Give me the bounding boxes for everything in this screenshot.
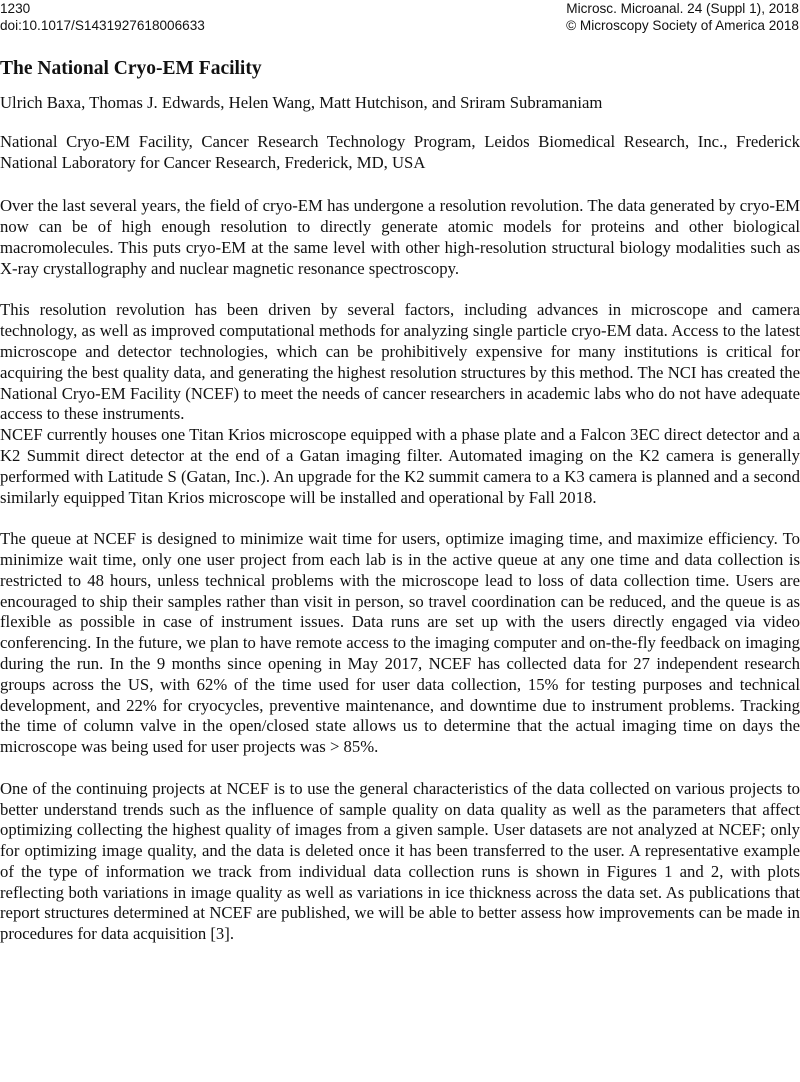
doi: doi:10.1017/S1431927618006633 — [0, 18, 205, 33]
header-left — [0, 0, 205, 34]
article-body — [0, 57, 800, 945]
paragraph-5: One of the continuing projects at NCEF is to use the general characteristics of the data collected on various projects to better understand trends such as the influence of sample quality on data quality as well as the parameters that affect optimizing collecting the highest quality of images from a given sample. User datasets are not analyzed at NCEF; only for optimizing image quality, and the data is deleted once it has been transferred to the user. A representative example of the type of information we track from individual data collection runs is shown in Figures 1 and 2, with plots reflecting both variations in image quality as well as variations in ice thickness across the data set. As publications that report structures determined at NCEF are published, we will be able to better assess how improvements can be made in procedures for data acquisition [3]. — [0, 778, 800, 944]
page-header — [0, 0, 800, 40]
journal-citation: Microsc. Microanal. 24 (Suppl 1), 2018 — [566, 1, 799, 16]
page-number: 1230 — [0, 1, 31, 16]
paragraph-4: The queue at NCEF is designed to minimize wait time for users, optimize imaging time, and maximize efficiency. To minimize wait time, only one user project from each lab is in the active queue at any one time and data collection is restricted to 48 hours, unless technical problems with the microscope lead to loss of data collection time. Users are encouraged to ship their samples rather than visit in person, so travel coordination can be reduced, and the queue is as flexible as possible in case of instrument issues. Data runs are set up with the users directly engaged via video conferencing. In the future, we plan to have remote access to the imaging computer and on-the-fly feedback on imaging during the run. In the 9 months since opening in May 2017, NCEF has collected data for 27 independent research groups across the US, with 62% of the time used for user data collection, 15% for testing purposes and technical development, and 22% for cryocycles, preventive maintenance, and downtime due to instrument problems. Tracking the time of column valve in the open/closed state allows us to determine that the actual imaging time on days the microscope was being used for user projects was > 85%. — [0, 529, 800, 757]
copyright: © Microscopy Society of America 2018 — [566, 18, 799, 33]
affiliation: National Cryo-EM Facility, Cancer Research Technology Program, Leidos Biomedical Research, Inc., Frederick National Laboratory for Cancer Research, Frederick, MD, USA — [0, 131, 800, 172]
author-list: Ulrich Baxa, Thomas J. Edwards, Helen Wang, Matt Hutchison, and Sriram Subramaniam — [0, 93, 603, 112]
article-title: The National Cryo-EM Facility — [0, 58, 262, 79]
header-right — [566, 0, 799, 34]
paragraph-3: NCEF currently houses one Titan Krios microscope equipped with a phase plate and a Falcon 3EC direct detector and a K2 Summit direct detector at the end of a Gatan imaging filter. Automated imaging on the K2 camera is generally performed with Latitude S (Gatan, Inc.). An upgrade for the K2 summit camera to a K3 camera is planned and a second similarly equipped Titan Krios microscope will be installed and operational by Fall 2018. — [0, 425, 800, 507]
paragraph-1: Over the last several years, the field of cryo-EM has undergone a resolution revolution. The data generated by cryo-EM now can be of high enough resolution to directly generate atomic models for proteins and other biological macromolecules. This puts cryo-EM at the same level with other high-resolution structural biology modalities such as X-ray crystallography and nuclear magnetic resonance spectroscopy. — [0, 196, 800, 278]
paragraph-2: This resolution revolution has been driven by several factors, including advances in microscope and camera technology, as well as improved computational methods for analyzing single particle cryo-EM data. Access to the latest microscope and detector technologies, which can be prohibitively expensive for many institutions is critical for acquiring the best quality data, and generating the highest resolution structures by this method. The NCI has created the National Cryo-EM Facility (NCEF) to meet the needs of cancer researchers in academic labs who do not have adequate access to these instruments. — [0, 300, 800, 424]
